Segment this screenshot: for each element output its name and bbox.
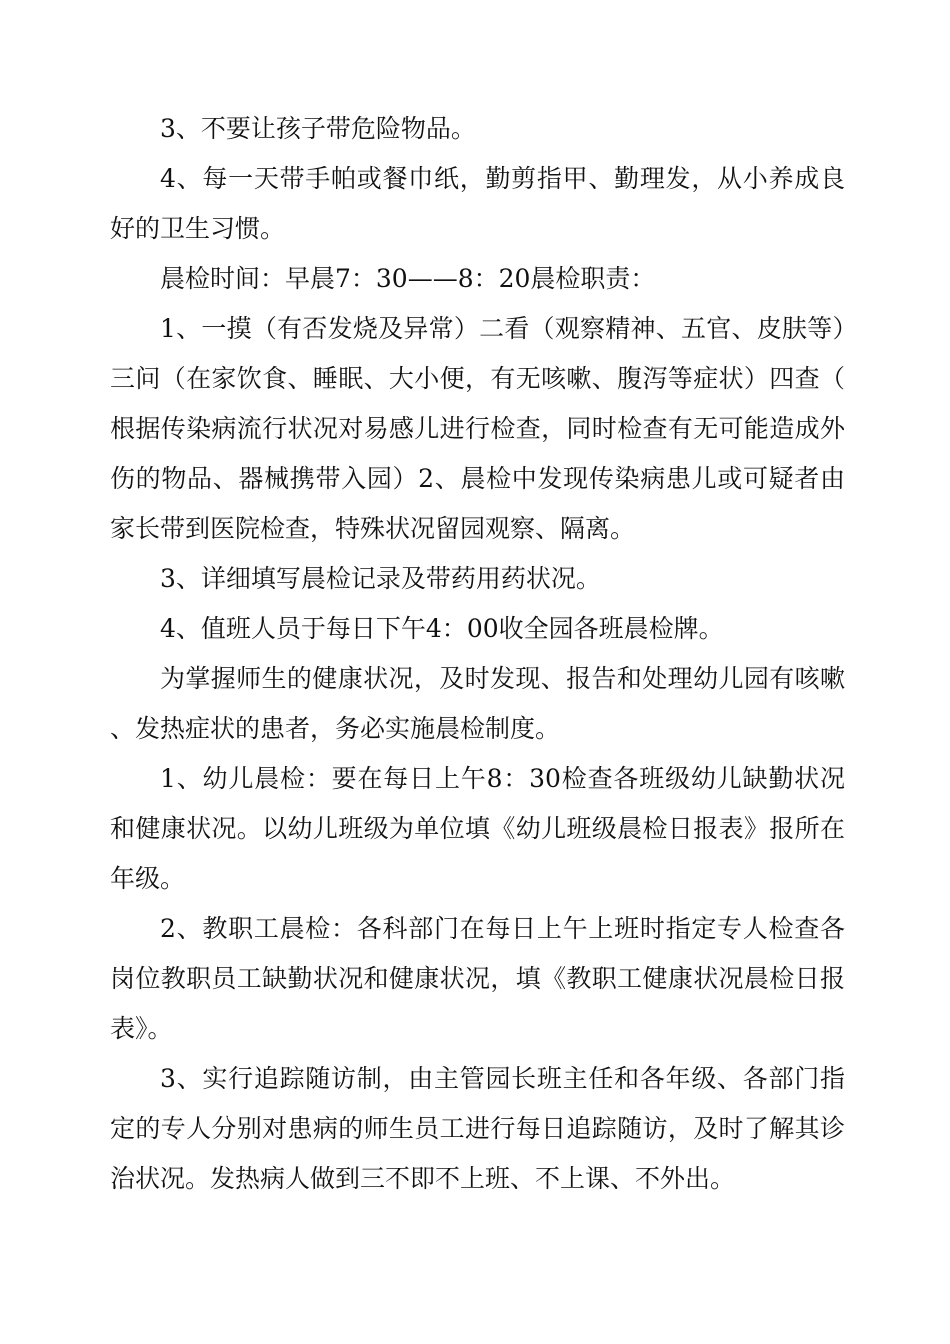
paragraph-staff-check: 2、教职工晨检：各科部门在每日上午上班时指定专人检查各岗位教职员工缺勤状况和健康状况，填《教职工健康状况晨检日报表》。 — [110, 914, 845, 1043]
paragraph-purpose: 为掌握师生的健康状况，及时发现、报告和处理幼儿园有咳嗽、发热症状的患者，务必实施晨检制度。 — [110, 664, 845, 743]
paragraph-follow-up: 3、实行追踪随访制，由主管园长班主任和各年级、各部门指定的专人分别对患病的师生员工进行每日追踪随访，及时了解其诊治状况。发热病人做到三不即不上班、不上课、不外出。 — [110, 1064, 845, 1193]
paragraph-duty-staff: 4、值班人员于每日下午4：00收全园各班晨检牌。 — [160, 614, 724, 643]
document-body — [110, 104, 845, 1204]
paragraph-check-time: 晨检时间：早晨7：30——8：20晨检职责： — [160, 264, 656, 293]
paragraph-child-check: 1、幼儿晨检：要在每日上午8：30检查各班级幼儿缺勤状况和健康状况。以幼儿班级为单位填《幼儿班级晨检日报表》报所在年级。 — [110, 764, 845, 893]
paragraph-item-safety: 3、不要让孩子带危险物品。 — [160, 114, 476, 143]
paragraph-hygiene: 4、每一天带手帕或餐巾纸，勤剪指甲、勤理发，从小养成良好的卫生习惯。 — [110, 164, 845, 243]
paragraph-records: 3、详细填写晨检记录及带药用药状况。 — [160, 564, 601, 593]
paragraph-check-duties: 1、一摸（有否发烧及异常）二看（观察精神、五官、皮肤等）三问（在家饮食、睡眠、大小便，有无咳嗽、腹泻等症状）四查（根据传染病流行状况对易感儿进行检查，同时检查有无可能造成外伤的物品、器械携带入园）2、晨检中发现传染病患儿或可疑者由家长带到医院检查，特殊状况留园观察、隔离。 — [110, 314, 845, 543]
